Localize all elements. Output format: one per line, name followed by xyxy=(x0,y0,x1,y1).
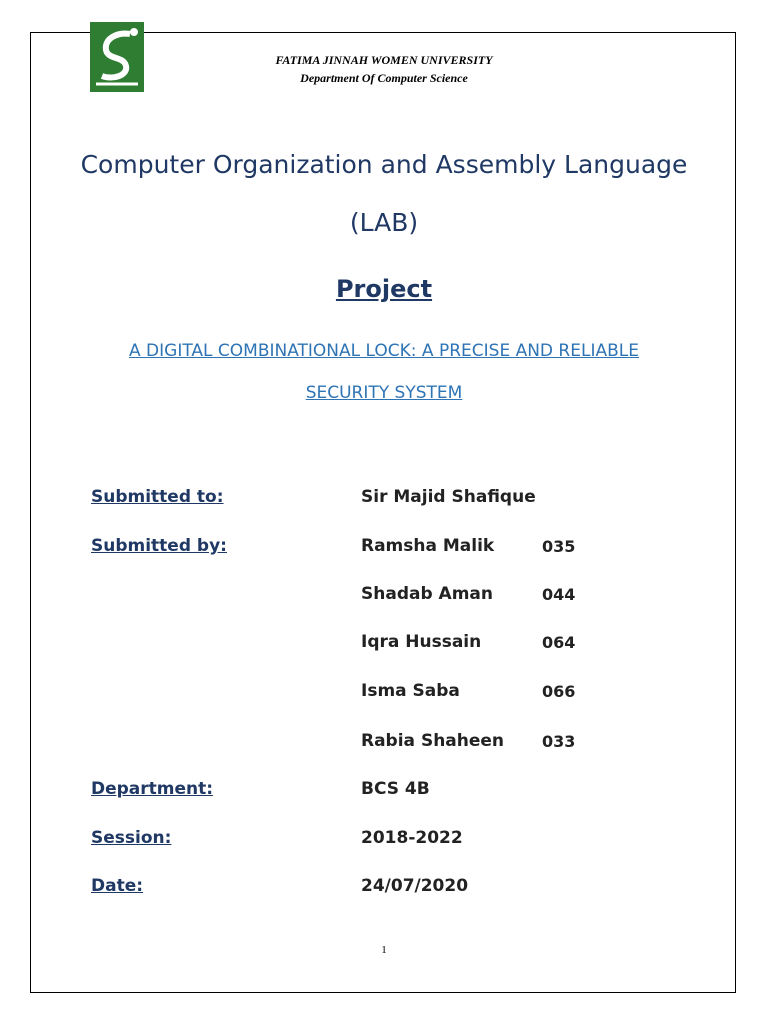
date-value: 24/07/2020 xyxy=(361,876,469,896)
member-name: Ramsha Malik xyxy=(361,536,495,556)
member-name: Rabia Shaheen xyxy=(361,731,505,751)
page-number: 1 xyxy=(381,944,387,956)
department-label: Department: xyxy=(91,779,214,799)
member-name: Iqra Hussain xyxy=(361,632,482,652)
submitted-to-value: Sir Majid Shafique xyxy=(361,487,536,507)
project-topic-line1: A DIGITAL COMBINATIONAL LOCK: A PRECISE AND RELIABLE xyxy=(129,341,639,361)
submitted-to-label: Submitted to: xyxy=(91,487,224,507)
member-roll: 066 xyxy=(542,682,576,701)
department-value: BCS 4B xyxy=(361,779,430,799)
member-name: Shadab Aman xyxy=(361,584,493,604)
project-heading: Project xyxy=(335,275,433,303)
project-topic-line2: SECURITY SYSTEM xyxy=(305,383,463,403)
member-roll: 064 xyxy=(542,633,576,652)
course-subtitle: (LAB) xyxy=(349,208,419,237)
submitted-by-label: Submitted by: xyxy=(91,536,227,556)
session-value: 2018-2022 xyxy=(361,828,463,848)
member-name: Isma Saba xyxy=(361,681,460,701)
university-name: FATIMA JINNAH WOMEN UNIVERSITY xyxy=(275,53,493,67)
member-roll: 035 xyxy=(542,537,576,556)
course-title: Computer Organization and Assembly Language xyxy=(80,150,688,179)
date-label: Date: xyxy=(91,876,144,896)
member-roll: 044 xyxy=(542,585,576,604)
member-roll: 033 xyxy=(542,732,576,751)
session-label: Session: xyxy=(91,828,172,848)
department-name: Department Of Computer Science xyxy=(300,71,468,85)
